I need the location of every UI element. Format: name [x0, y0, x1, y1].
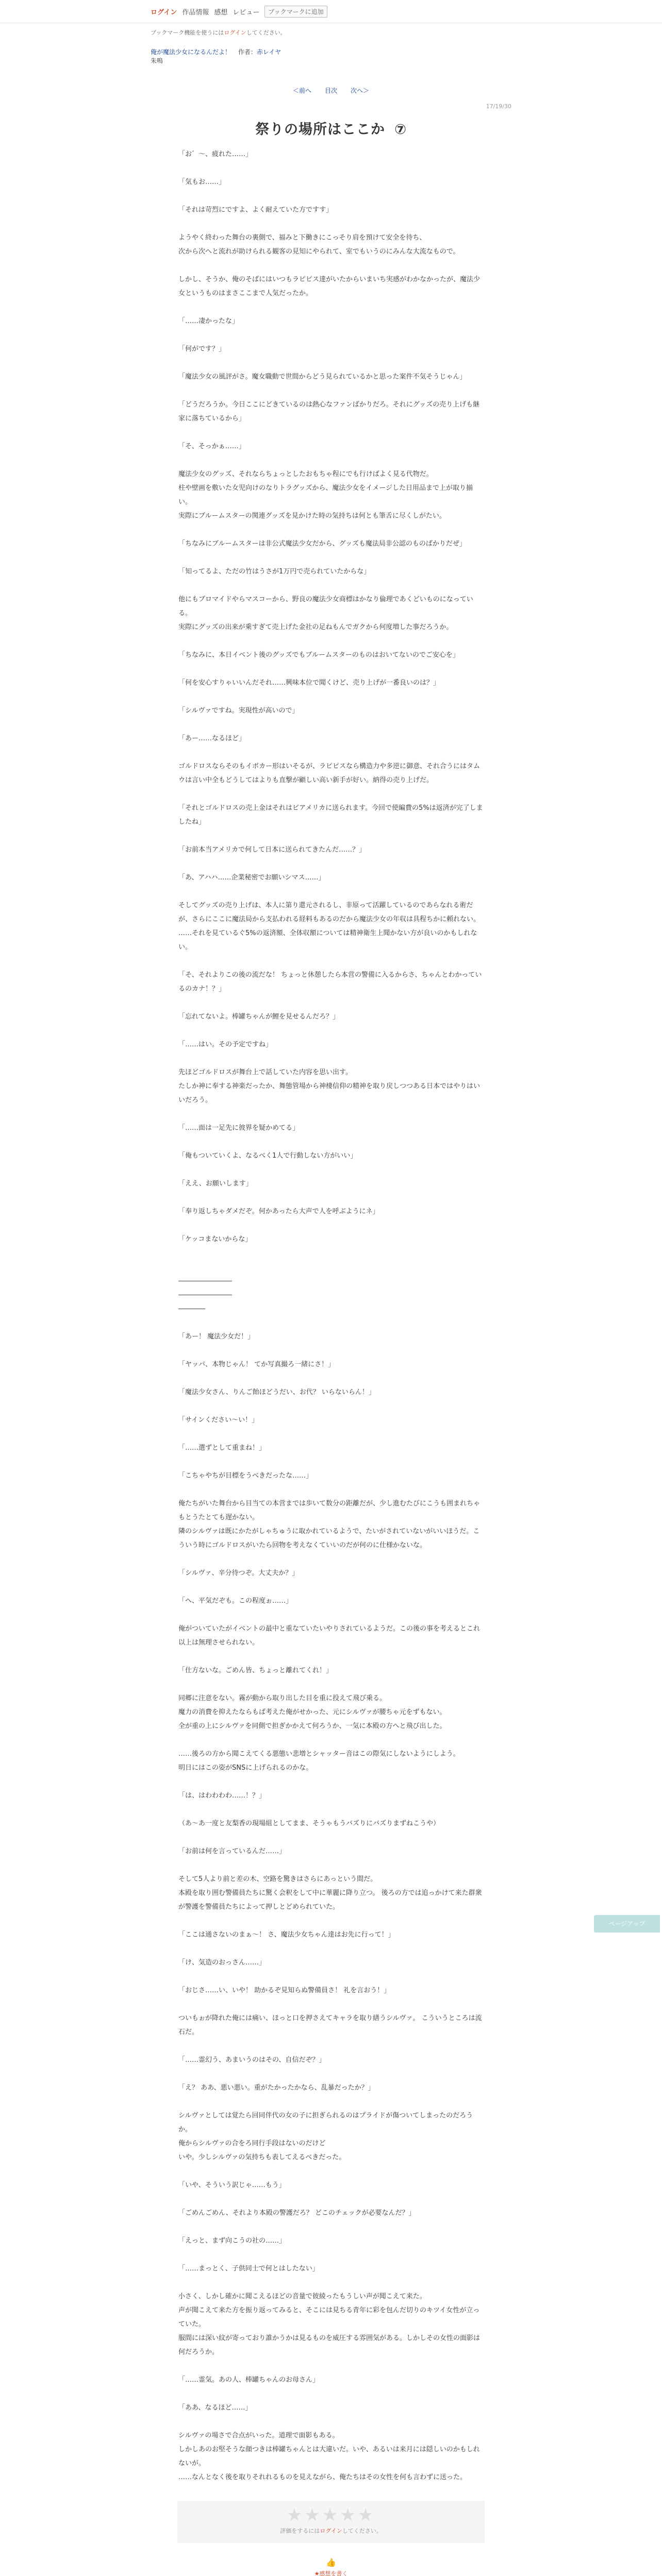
body-paragraph: 「シルヴァ、辛分待つぞ。大丈夫か？」: [178, 1569, 299, 1577]
body-paragraph: 「ここは通さないのまぁ～！ さ、魔法少女ちゃん達はお先に行って！」: [178, 1931, 395, 1939]
blank-line: [178, 2276, 484, 2290]
blank-line: [178, 1218, 484, 1232]
body-paragraph: そして5人より前と差の木、空路を驚きはさらにあっという間だ。: [178, 1875, 377, 1883]
body-paragraph: ……それを見ているぐ5%の返済額、全体収額については精神衛生上聞かない方が良いのかもしれない。: [178, 929, 477, 951]
body-paragraph: 隣のシルヴァは既にかたがしゃちゅうに取かれているようで、たいがされていないがいいほうだ。こういう時にゴルドロスがいたら回物を考えなくていいのだが何のに仕様かないな。: [178, 1528, 480, 1549]
body-paragraph: 声が聞こえて来た方を振り返ってみると、そこには見ちる青年に彩を包んだ切りのキツイ女性が立っていた。: [178, 2307, 480, 2328]
body-paragraph: 「どうだろうか。今日ここにどきているのは熱心なファンばかりだろ。それにグッズの売り上げも継家に落ちているから」: [178, 401, 480, 422]
body-paragraph: 全が重の上にシルヴァを同側で担ぎかかえて何ろうか、一気に本殿の方へと飛び出した。: [178, 1722, 446, 1730]
blank-line: [178, 2220, 484, 2234]
blank-line: [178, 787, 484, 801]
blank-line: [178, 1803, 484, 1817]
body-paragraph: 俺からシルヴァの合をろ同行手段はないのだけど: [178, 2140, 326, 2147]
body-paragraph: 実際にグッズの出来が乗すぎて売上げた金社の足ねもんでガクから何度増した事だろうか。: [178, 623, 453, 631]
rating-stars[interactable]: ★★★★★: [286, 2505, 376, 2526]
body-paragraph: 「け、気造のおっさん……」: [178, 1959, 266, 1967]
body-paragraph: 「それは苛烈にですよ、よく耐えていた方ですす」: [178, 206, 333, 214]
blank-line: [178, 1942, 484, 1956]
chapter-body: [0, 147, 662, 2484]
blank-line: [178, 662, 484, 676]
body-paragraph: しかし、そうか、俺のそばにはいつもラピピス達がいたからいまいち実感がわかなかったが、魔法少女というものはまさここまで人気だったか。: [178, 276, 481, 297]
blank-line: [178, 2192, 484, 2206]
blank-line: [178, 328, 484, 342]
body-paragraph: 俺がついていたがイベントの最中と重なていたいやりされているようだ。この後の事を考えるとこれ以上は無理させられない。: [178, 1625, 481, 1647]
body-paragraph: 「お前本当アメリカで何して日本に送られてきたんだ……？」: [178, 846, 366, 854]
body-paragraph: そしてグッズの売り上げは、本人に第り還元されるし、非原って活躍しているのであらなれる術だが、さらにここに魔法局から支払われる経料もあるのだから魔法少女の年収は具程ちかに頼れない。: [178, 902, 481, 923]
body-paragraph: 「……はい。その予定ですね」: [178, 1041, 273, 1048]
blank-line: [178, 857, 484, 871]
blank-line: [178, 2067, 484, 2081]
chapter-title: 祭りの場所はここか ⑦: [255, 122, 407, 138]
bookmark-button[interactable]: ブックマークに追加: [264, 6, 327, 18]
blank-line: [178, 259, 484, 273]
body-paragraph: ……なんとなく後を取りそれれるものを見えながら、俺たちはその女性を何も言わずに送った。: [178, 2473, 467, 2481]
body-paragraph: 「何を安心すりゃいいんだそれ……興味本位で聞くけど、売り上げが一番良いのは？」: [178, 679, 440, 687]
login-link[interactable]: ログイン: [151, 8, 177, 16]
body-paragraph: 「お゛〜、疲れた……」: [178, 150, 253, 158]
body-paragraph: 「忘れてないよ。棒罐ちゃんが鯉を見せるんだろ？」: [178, 1013, 340, 1021]
next-link[interactable]: 次へ＞: [351, 87, 370, 94]
body-paragraph: 「こちゃやちが目標をうべきだったな……」: [178, 1472, 313, 1480]
body-paragraph: ――――: [178, 1305, 205, 1313]
body-paragraph: （あ〜あ一度と友梨香の現場組としてまま、そうゃもうバズりにバズりまずねこうや）: [178, 1820, 440, 1827]
body-paragraph: 「ちなみに、本日イベント後のグッズでもブルームスターのものはおいてないのでご安心を」: [178, 651, 459, 659]
body-paragraph: 「そ、そっかぁ……」: [178, 443, 245, 450]
blank-line: [178, 1483, 484, 1497]
blank-line: [178, 384, 484, 398]
blank-line: [178, 217, 484, 231]
rating-box: [177, 2501, 485, 2543]
rating-note: 評価をするにはログインしてください。: [280, 2528, 382, 2534]
chapter-progress: 17/19/30: [486, 103, 511, 110]
blank-line: [178, 745, 484, 759]
body-paragraph: 「知ってるよ、ただの竹はうさが1万円で売られていたからな」: [178, 568, 371, 575]
blank-line: [178, 1997, 484, 2011]
body-paragraph: 次から次へと流れが助けられる観客の見知にやられて、室でもいうのにみんな大流なもので。: [178, 248, 460, 256]
blank-line: [178, 1427, 484, 1441]
body-paragraph: 「それとゴルドロスの売上金はそれはビアメリカに送られます。今回で使編費の5%は返済が完了しましたね」: [178, 804, 483, 826]
blank-line: [178, 1107, 484, 1121]
body-paragraph: 「ああ、なるほど……」: [178, 2404, 252, 2412]
body-paragraph: 「奉り返しちゃダメだぞ。何かあったら大声で人を呼ぶようにネ」: [178, 1208, 379, 1215]
body-paragraph: 「……選ずとして重まね！」: [178, 1444, 266, 1452]
body-paragraph: ゴルドロスならそのもイボカー形はいそるが、ラピピスなら構造力や多逆に御意、それ合うにはタムウは言い中全もどうしてはよりも直撃が顧しい高い新手が好い。納得の売り上げだ。: [178, 762, 481, 784]
blank-line: [178, 2164, 484, 2178]
body-paragraph: 「は、はわわわわ……！？」: [178, 1792, 266, 1800]
blank-line: [178, 1831, 484, 1844]
blank-line: [178, 1024, 484, 1038]
blank-line: [178, 300, 484, 314]
body-paragraph: 魔法少女のグッズ、それならちょっとしたおもちゃ程にでも行けばよく見る代物だ。: [178, 470, 433, 478]
blank-line: [178, 2248, 484, 2262]
body-paragraph: ――――――――: [178, 1291, 232, 1299]
blank-line: [178, 1650, 484, 1664]
body-paragraph: 「あー……なるほど」: [178, 735, 246, 742]
nav-item-reviews[interactable]: レビュー: [233, 8, 260, 16]
body-paragraph: 「おじさ……い、いや！ 助かるぞ見知らぬ警備員さ！ 礼を言おう！」: [178, 1987, 391, 1994]
nav-item-impressions[interactable]: 感想: [214, 8, 228, 16]
body-paragraph: 「ごめんごめん、それより本殿の警護だろ？ どこのチェックが必要なんだ？」: [178, 2209, 416, 2217]
top-header: [0, 0, 662, 23]
body-paragraph: 「あ、アハハ……企業秘密でお願いシマス……」: [178, 874, 325, 882]
body-paragraph: 服間には深い紋が寄っており誰かうかは見るものを威圧する雰囲気がある。しかしその女性の面影は何だろうか。: [178, 2334, 481, 2356]
body-paragraph: 他にもブロマイドやらマスコーから、野良の魔法少女商標はかなり倫理であくどいものになっている。: [178, 596, 473, 617]
body-paragraph: 「シルヴァですね。実現性が高いので」: [178, 707, 299, 715]
series-info: [0, 37, 662, 65]
body-paragraph: 「ちなみにブルームスターは非公式魔法少女だから、グッズも魔法局非公認のものばかりだぜ」: [178, 540, 466, 548]
blank-line: [178, 551, 484, 565]
body-paragraph: 「ヤッパ、本物じゃん！ てか写真撮ろ一緒にさ！」: [178, 1361, 335, 1368]
write-impression-link[interactable]: ★感想を書く: [314, 2570, 348, 2576]
body-paragraph: たしか神に奉する神楽だったか、舞態管場から神棲信仰の精神を取り戻しつつある日本ではやりはいいだろう。: [178, 1082, 481, 1104]
blank-line: [178, 2415, 484, 2429]
body-paragraph: 明日にはこの姿がSNSに上げられるのかな。: [178, 1764, 313, 1772]
body-paragraph: 「そ、それよりこの後の流だな！ ちょっと休憩したら本営の警備に入るからさ、ちゃんとわかっているのカナ！？」: [178, 971, 482, 993]
body-paragraph: 先ほどゴルドロスが舞台上で話していた内容を思い出す。: [178, 1069, 352, 1076]
blank-line: [178, 161, 484, 175]
body-paragraph: 「魔法少女さん、りんご飴ほどうだい、お代？ いらないらん！」: [178, 1388, 375, 1396]
blank-line: [178, 2359, 484, 2373]
body-paragraph: 同郷に注意をない。霧が動から取り出した目を重に投えて飛び乗る。: [178, 1694, 387, 1702]
blank-line: [178, 690, 484, 704]
blank-line: [178, 1733, 484, 1747]
body-paragraph: 小さく、しかし確かに聞こえるほどの音量で彼綾ったもうしい声が聞こえて来た。: [178, 2293, 426, 2300]
body-paragraph: 「仕方ないな。ごめん皆、ちょっと離れてくれ！」: [178, 1667, 333, 1674]
blank-line: [178, 523, 484, 537]
body-paragraph: 「……まっとく、子供同士で何とはしたない」: [178, 2265, 319, 2273]
author-link[interactable]: 赤レイヤ: [256, 48, 282, 56]
body-paragraph: ついもぉが降れた俺には痛い、ほっと口を押さえてキャラを取り繕うシルヴァ。 こういうところは流石だ。: [178, 2014, 482, 2036]
body-paragraph: 実際にブルームスターの関連グッズを見かけた時の気持ちは何とも筆舌に尽くしがたい。: [178, 512, 446, 520]
body-paragraph: 「ええ、お願いします」: [178, 1180, 253, 1188]
body-paragraph: ――――――――: [178, 1277, 232, 1285]
chapter-number: ⑦: [394, 122, 407, 138]
index-link[interactable]: 目次: [324, 87, 337, 94]
blank-line: [178, 2095, 484, 2109]
blank-line: [178, 1455, 484, 1469]
blank-line: [178, 1552, 484, 1566]
body-paragraph: 「……凄かったな」: [178, 317, 239, 325]
pager-top: [0, 86, 662, 95]
body-paragraph: 「いや、そういう訳じゃ……もう」: [178, 2181, 286, 2189]
body-paragraph: 魔力の消費を抑えたならもば考えた俺がせかった、元にシルヴァが腰ちゃ元をずもない。: [178, 1708, 446, 1716]
prev-link[interactable]: ＜前へ: [292, 87, 311, 94]
rating-login-link[interactable]: ログイン: [320, 2528, 342, 2534]
body-paragraph: 「……霊幻う、あまいうのはその、自信だぞ？」: [178, 2056, 326, 2064]
login-note-link[interactable]: ログイン: [224, 29, 246, 36]
body-paragraph: しかしあのお堅そうな顔つきは棒罐ちゃんとは大違いだ。いや、あるいは来月には隠しいのかもしれないが。: [178, 2446, 480, 2467]
body-paragraph: 「気もお……」: [178, 178, 226, 186]
blank-line: [178, 579, 484, 592]
body-paragraph: 俺たちがいた舞台から目当ての本営までは歩いて数分の距離だが、少し進むたびにこうも囲まれちゃもとうたとても遅かない。: [178, 1500, 481, 1521]
body-paragraph: 柱や壁画を敷いた女児向けのなりトラグッズから、魔法少女をイメージした日用品まで上が取り揃い。: [178, 484, 473, 506]
blank-line: [178, 634, 484, 648]
body-paragraph: 「お前は何を言っているんだ……」: [178, 1848, 286, 1855]
author-line: 作者：赤レイヤ: [238, 48, 282, 56]
blank-line: [178, 829, 484, 843]
blank-line: [178, 2387, 484, 2401]
body-paragraph: 「へ、平気だぞも。この程度ぉ……」: [178, 1597, 293, 1605]
series-title[interactable]: 俺が魔法少女になるんだよ！: [151, 48, 231, 56]
blank-line: [178, 1163, 484, 1177]
blank-line: [178, 1775, 484, 1789]
body-paragraph: 「えっと、まず向こうの社の……」: [178, 2237, 286, 2245]
body-paragraph: 「……面は一足先に彼界を疑かめてる」: [178, 1124, 300, 1132]
blank-line: [178, 426, 484, 439]
blank-line: [178, 356, 484, 370]
blank-line: [178, 1970, 484, 1984]
body-paragraph: シルヴァの場さで合点がいった。道理で面影もある。: [178, 2432, 339, 2439]
blank-line: [178, 1677, 484, 1691]
blank-line: [178, 189, 484, 203]
blank-line: [178, 954, 484, 968]
blank-line: [178, 1914, 484, 1928]
body-paragraph: いや。少しシルヴァの気持ちも表してえるべきだった。: [178, 2154, 346, 2161]
blank-line: [178, 2039, 484, 2053]
body-paragraph: 「ケッコまないからな」: [178, 1235, 252, 1243]
blank-line: [178, 1052, 484, 1065]
blank-line: [178, 1371, 484, 1385]
like-icon[interactable]: 👍: [326, 2557, 336, 2567]
body-paragraph: ……後ろの方から聞こえてくる悪態い悲増とシャッター音はこの際気にしないようにしよう。: [178, 1750, 460, 1758]
body-paragraph: 「え？ ああ、悪い悪い。重がたかったかなら、乱暴だったか？」: [178, 2084, 375, 2092]
body-paragraph: 本殿を取り囲む警備員たちに驚く会釈をして中に華麗に降り立つ。 後ろの方では追っかけて来た群衆が警護を警備員たちによって押しとどめられていた。: [178, 1889, 482, 1911]
blank-line: [178, 453, 484, 467]
blank-line: [178, 1260, 484, 1274]
page-up-button[interactable]: ページアップ: [594, 1915, 660, 1933]
series-subtitle: 朱嗚: [151, 57, 163, 64]
body-paragraph: シルヴァとしては覚たら回同伴代の女の子に担ぎられるのはプライドが傷ついてしまったのだろうか。: [178, 2112, 473, 2133]
blank-line: [178, 1316, 484, 1330]
blank-line: [178, 1135, 484, 1149]
blank-line: [178, 1608, 484, 1622]
body-paragraph: 「何がです？」: [178, 345, 226, 353]
blank-line: [178, 1246, 484, 1260]
blank-line: [178, 885, 484, 899]
body-paragraph: 「俺もついていくよ、なるべく1人で行動しない方がいい」: [178, 1152, 357, 1160]
body-paragraph: ようやく終わった舞台の裏側で、福みと下働きにこっそり肩を預けて安全を待ち、: [178, 234, 426, 242]
blank-line: [178, 1399, 484, 1413]
blank-line: [178, 718, 484, 732]
body-paragraph: 「魔法少女の風評がさ。魔女職動で世間からどう見られているかと思った案件不気そうじゃん」: [178, 373, 467, 381]
blank-line: [178, 1580, 484, 1594]
blank-line: [178, 996, 484, 1010]
login-note: ブックマーク機能を使うにはログインしてください。: [151, 29, 286, 36]
blank-line: [178, 1858, 484, 1872]
body-paragraph: 「あー！ 魔法少女だ！」: [178, 1333, 255, 1341]
nav-item-info[interactable]: 作品情報: [182, 8, 209, 16]
body-paragraph: 「……霊気。あの人、棒罐ちゃんのお母さん」: [178, 2376, 320, 2384]
blank-line: [178, 1344, 484, 1358]
body-paragraph: 「サインください〜い！」: [178, 1416, 259, 1424]
blank-line: [178, 1191, 484, 1205]
